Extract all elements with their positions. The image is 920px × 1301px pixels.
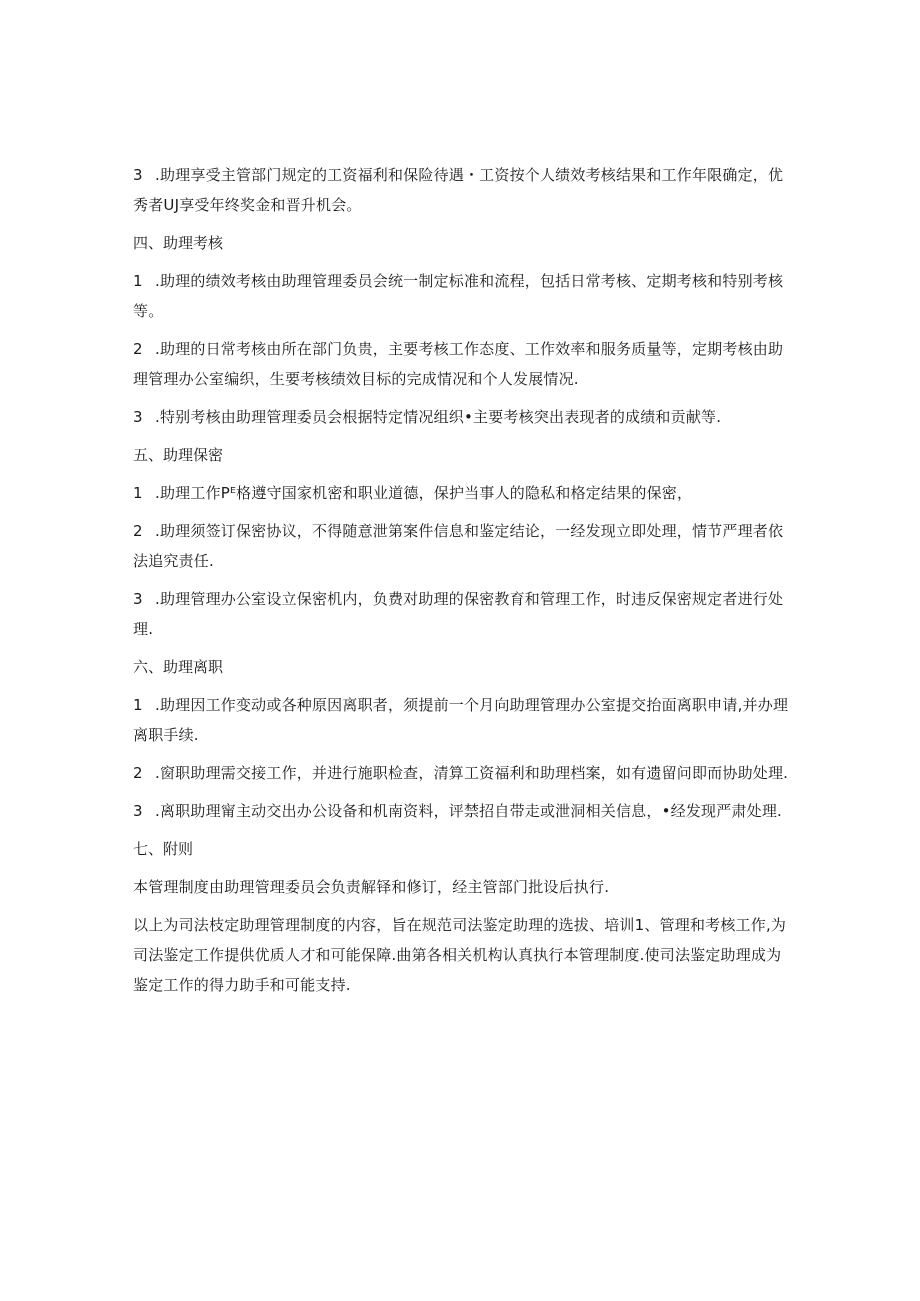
- paragraph-resignation-3: [133, 796, 793, 826]
- paragraph-resignation-2: [133, 758, 793, 788]
- item-number: 1: [133, 696, 143, 714]
- paragraph-assessment-3: [133, 402, 793, 432]
- section-heading-confidentiality: 五、助理保密: [133, 446, 224, 464]
- paragraph-text: .特别考核由助理管理委员会根据特定情况组织•主要考核突出表现者的成绩和贡献等.: [155, 408, 722, 426]
- item-number: 1: [133, 272, 143, 290]
- item-number: 2: [133, 522, 143, 540]
- section-heading-appendix: 七、附则: [133, 840, 194, 858]
- paragraph-text: .助理须签订保密协议，不得随意泄第案件信息和鉴定结论，一经发现立即处理，情节严理者依法追究责任.: [133, 522, 784, 570]
- paragraph-assessment-1: [133, 266, 793, 326]
- section-heading-resignation: 六、助理离职: [133, 658, 224, 676]
- paragraph-text: .离职助理甯主动交出办公设备和机南资料，评禁招自带走或泄洞相关信息，•经发现严肃处理.: [155, 802, 782, 820]
- paragraph-text: .助理因工作变动或各种原因离职者，须提前一个月向助理管理办公室提交抬面离职申请,并办理离职手续.: [133, 696, 789, 744]
- document-page: [133, 160, 793, 1008]
- paragraph-text: .助理管理办公室设立保密机内，负费对助理的保密教育和管理工作，时违反保密规定者进行处理.: [133, 590, 784, 638]
- item-number: 2: [133, 340, 143, 358]
- paragraph-assessment-2: [133, 334, 793, 394]
- item-number: 2: [133, 764, 143, 782]
- paragraph-text: .助理的绩效考核由助理管理委员会统一制定标准和流程，包括日常考核、定期考核和特别考核等。: [133, 272, 784, 320]
- item-number: 3: [133, 802, 143, 820]
- paragraph-text: .助理的日常考核由所在部门负贵，主要考核工作态度、工作效率和服务质量等，定期考核由助理管理办公室编织，生要考核绩效目标的完成情况和个人发展情况.: [133, 340, 784, 388]
- paragraph-text: .助理工作Pᴱ格遵守国家机密和职业道德，保护当事人的隐私和格定结果的保密，: [155, 484, 693, 502]
- paragraph-text: .窗职助理需交接工作，并进行施职检查，清算工资福利和助理档案，如有遗留问即而协助处理.: [155, 764, 789, 782]
- item-number: 1: [133, 484, 143, 502]
- item-number: 3: [133, 590, 143, 608]
- paragraph-confidentiality-1: [133, 478, 793, 508]
- paragraph-confidentiality-3: [133, 584, 793, 644]
- section-heading-assessment: 四、助理考核: [133, 234, 224, 252]
- item-number: 3: [133, 408, 143, 426]
- item-number: 3: [133, 166, 143, 184]
- paragraph-conclusion: 以上为司法枝定助理管理制度的内容，旨在规范司法鉴定助理的选拔、培训1、管理和考核工作,为司法鉴定工作提供优质人才和可能保障.曲第各相关机构认真执行本管理制度.使司法鉴定助理成为鉴定工作的得力助手和可能支持.: [133, 916, 787, 994]
- paragraph-resignation-1: [133, 690, 793, 750]
- paragraph-3-salary: [133, 160, 793, 220]
- paragraph-text: .助理享受主管部门规定的工资福利和保险待遇・工资按个人绩效考核结果和工作年限确定，优秀者UJ享受年终奖金和晋升机会。: [133, 166, 784, 214]
- paragraph-confidentiality-2: [133, 516, 793, 576]
- paragraph-appendix-interpretation: 本管理制度由助理管理委员会负责解铎和修订，经主管部门批设后执行.: [133, 878, 610, 896]
